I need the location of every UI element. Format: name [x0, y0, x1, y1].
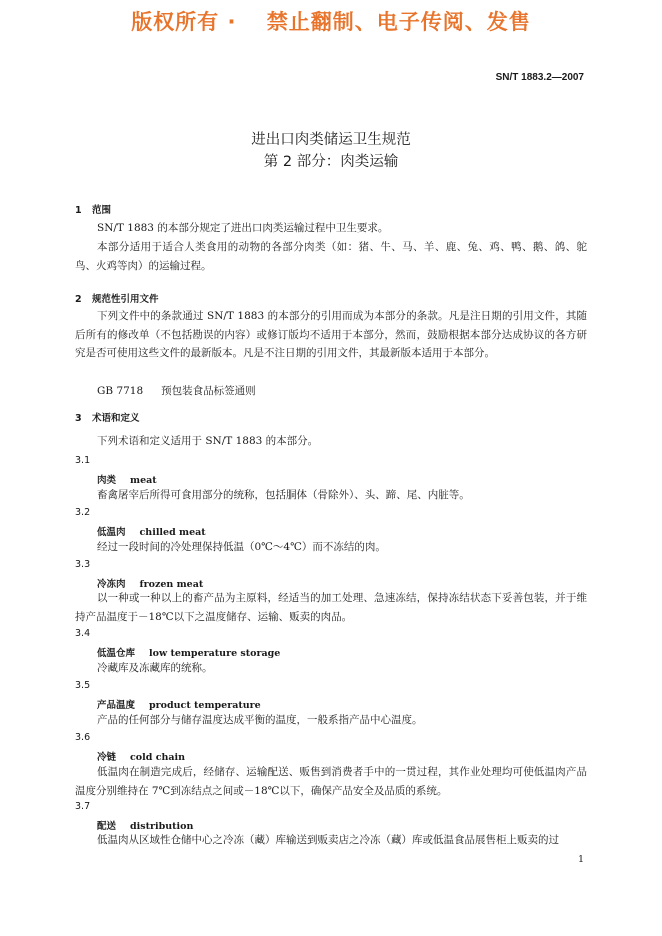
page-number: 1 — [577, 854, 584, 865]
term-definition: 畜禽屠宰后所得可食用部分的统称，包括胴体（骨除外）、头、蹄、尾、内脏等。 — [97, 489, 470, 501]
document-subtitle: 第 2 部分：肉类运输 — [263, 154, 399, 170]
scope-paragraph-1: SN/T 1883 的本部分规定了进出口肉类运输过程中卫生要求。 — [97, 222, 389, 234]
term-title: 肉类 meat — [97, 475, 157, 486]
section-heading-scope: 1 范围 — [75, 205, 112, 216]
term-definition: 产品的任何部分与储存温度达成平衡的温度，一般系指产品中心温度。 — [97, 714, 423, 726]
scope-paragraph-2: 本部分适用于适合人类食用的动物的各部分肉类（如：猪、牛、马、羊、鹿、兔、鸡、鸭、鹅、鸽、鸵鸟、火鸡等肉）的运输过程。 — [75, 241, 587, 272]
term-title: 产品温度 product temperature — [97, 700, 261, 711]
term-number: 3.2 — [75, 507, 91, 518]
term-number: 3.6 — [75, 732, 91, 743]
term-definition: 经过一段时间的冷处理保持低温（0℃～4℃）而不冻结的肉。 — [97, 541, 386, 553]
term-definition: 低温肉在制造完成后，经储存、运输配送、贩售到消费者手中的一贯过程，其作业处理均可使低温肉产品温度分别维持在 7℃到冻结点之间或－18℃以下，确保产品安全及品质的系统。 — [75, 766, 587, 797]
section-heading-normative-references: 2 规范性引用文件 — [75, 294, 159, 305]
term-title: 低温肉 chilled meat — [97, 527, 206, 538]
term-title: 冷链 cold chain — [97, 752, 186, 763]
term-definition: 冷藏库及冻藏库的统称。 — [97, 662, 213, 674]
references-paragraph: 下列文件中的条款通过 SN/T 1883 的本部分的引用而成为本部分的条款。凡是注日期的引用文件，其随后所有的修改单（不包括勘误的内容）或修订版均不适用于本部分，然而，鼓励根据本部分达成协议的各方研究是否可使用这些文件的最新版本。凡是不注日期的引用文件，其最新版本适用于本部分。 — [75, 310, 587, 359]
term-number: 3.4 — [75, 628, 91, 639]
term-number: 3.1 — [75, 455, 91, 466]
section-heading-terms: 3 术语和定义 — [75, 413, 140, 424]
document-title: 进出口肉类储运卫生规范 — [251, 132, 411, 148]
term-number: 3.3 — [75, 559, 91, 570]
term-definition: 以一种或一种以上的畜产品为主原料，经适当的加工处理、急速冻结，保持冻结状态下妥善包装，并于维持产品温度于－18℃以下之温度储存、运输、贩卖的肉品。 — [75, 592, 587, 623]
document-number: SN/T 1883.2—2007 — [495, 72, 584, 83]
reference-item: GB 7718 预包装食品标签通则 — [97, 385, 256, 397]
term-title: 配送 distribution — [97, 821, 194, 832]
terms-intro: 下列术语和定义适用于 SN/T 1883 的本部分。 — [97, 435, 319, 447]
term-definition: 低温肉从区域性仓储中心之冷冻（藏）库输送到贩卖店之冷冻（藏）库或低温食品展售柜上贩卖的过 — [97, 834, 559, 846]
term-title: 低温仓库 low temperature storage — [97, 648, 281, 659]
term-number: 3.5 — [75, 680, 91, 691]
term-title: 冷冻肉 frozen meat — [97, 579, 204, 590]
copyright-watermark: 版权所有 · 禁止翻制、电子传阅、发售 — [131, 10, 531, 34]
term-number: 3.7 — [75, 801, 91, 812]
